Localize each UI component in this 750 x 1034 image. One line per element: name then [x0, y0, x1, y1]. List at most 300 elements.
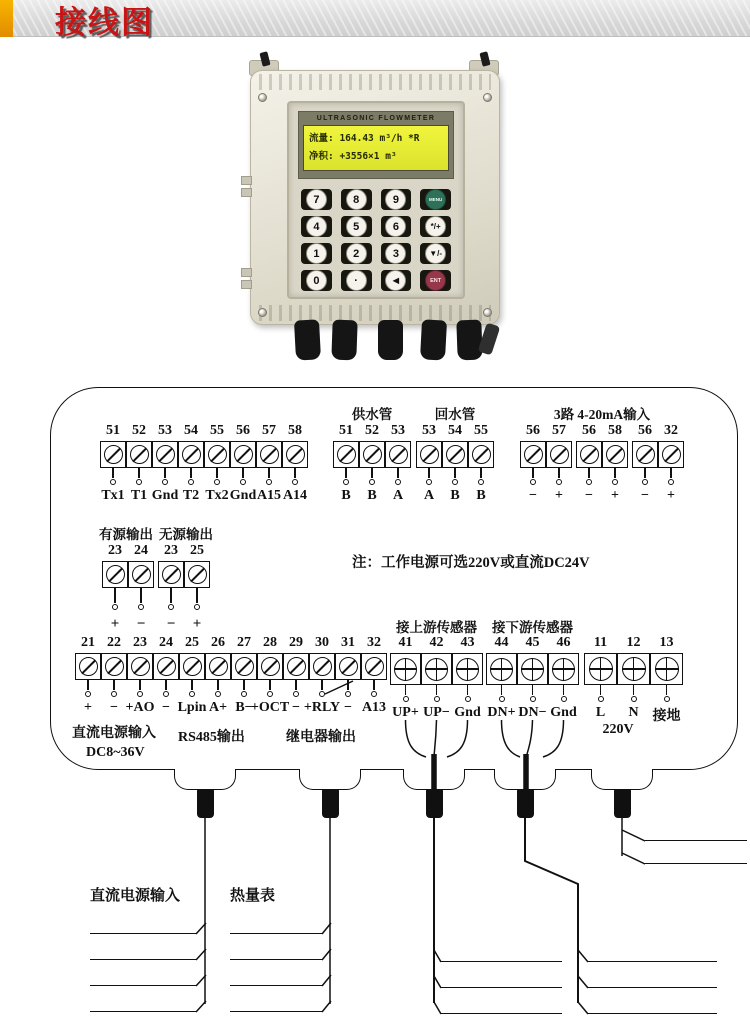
terminal [546, 423, 572, 505]
cable-gland [174, 769, 236, 790]
group-header-upstream: 接上游传感器 [396, 620, 477, 635]
side-hinge [241, 268, 252, 277]
terminal [632, 423, 658, 505]
terminal-label: A15 [256, 488, 282, 503]
wire-end-dot [530, 479, 536, 485]
terminal-label: − [110, 700, 118, 715]
wire-stub [454, 468, 456, 478]
terminal-box [520, 441, 546, 468]
terminal-number: 58 [608, 423, 622, 438]
terminal-label: 接地 [652, 709, 681, 724]
wire-stub [480, 468, 482, 478]
key-enter [420, 270, 451, 291]
wire-stub [644, 468, 646, 478]
cable-plug [614, 789, 631, 818]
wire-label [230, 908, 322, 934]
wire-end-dot [214, 479, 220, 485]
keypad-key [381, 216, 412, 237]
wire-stub [216, 468, 218, 478]
wire-stub [242, 468, 244, 478]
wire-stub [294, 468, 296, 478]
wire-stub [666, 685, 668, 695]
terminal-box [548, 653, 579, 685]
terminal [520, 423, 546, 505]
terminal-label: + [667, 488, 675, 503]
wire-end-dot [371, 691, 377, 697]
key-cap: 4 [306, 216, 327, 237]
cooling-ribs [259, 74, 491, 90]
wire-end-dot [136, 479, 142, 485]
terminal-box [204, 441, 230, 468]
terminal-number: 54 [448, 423, 462, 438]
wire-end-dot [668, 479, 674, 485]
screw-cross-icon [655, 657, 679, 681]
terminal [385, 423, 411, 505]
terminal-number: 57 [262, 423, 276, 438]
terminal-box [126, 441, 152, 468]
group-header-return: 回水管 [434, 407, 476, 422]
wire-stub [670, 468, 672, 478]
terminal-label: A [392, 488, 404, 503]
keypad-key [341, 243, 372, 264]
terminal-number: 53 [422, 423, 436, 438]
cable-gland-photo [331, 320, 357, 361]
label-column-dc [90, 884, 196, 1012]
terminal-number: 56 [526, 423, 540, 438]
screw-slot-icon [420, 445, 439, 464]
keypad-key [381, 243, 412, 264]
key-backspace [381, 270, 412, 291]
terminal-box [486, 653, 517, 685]
wire-end-dot [215, 691, 221, 697]
terminal [101, 635, 127, 717]
terminal-label: + [110, 616, 120, 632]
screw-slot-icon [286, 445, 305, 464]
terminal-group-220v [584, 635, 683, 722]
terminal-box [650, 653, 683, 685]
screw-slot-icon [234, 445, 253, 464]
terminal-box [152, 441, 178, 468]
terminal-number: 55 [474, 423, 488, 438]
terminal-label: UP+ [392, 705, 419, 720]
terminal-label: A14 [282, 488, 308, 503]
side-hinge [241, 188, 252, 197]
terminal-number: 58 [288, 423, 302, 438]
front-panel [287, 101, 465, 299]
display-panel [298, 111, 454, 179]
key-cap: 2 [346, 243, 367, 264]
terminal [282, 423, 308, 505]
wire-end-dot [110, 479, 116, 485]
wire-label [230, 986, 322, 1012]
wire-label [230, 934, 322, 960]
screw-icon [258, 93, 267, 102]
terminal-number: 55 [210, 423, 224, 438]
terminal [184, 543, 210, 633]
terminal-box [178, 441, 204, 468]
terminal-box [230, 441, 256, 468]
cable-gland-photo [378, 320, 403, 360]
key-cap: 6 [385, 216, 406, 237]
terminal-box [75, 653, 101, 680]
terminal [128, 543, 154, 633]
wire-stub [190, 468, 192, 478]
wire-end-dot [586, 479, 592, 485]
wire-end-dot [137, 691, 143, 697]
terminal [153, 635, 179, 717]
screw-icon [483, 308, 492, 317]
terminal-label: Gnd [151, 488, 179, 503]
keypad-key [341, 216, 372, 237]
wire-stub [371, 468, 373, 478]
terminal-number: 23 [108, 543, 122, 558]
screw-slot-icon [104, 445, 123, 464]
terminal-box [179, 653, 205, 680]
terminal-label: Tx1 [101, 488, 125, 503]
terminal-box [385, 441, 411, 468]
wire-stub [633, 685, 635, 695]
wire-stub [614, 468, 616, 478]
terminal [75, 635, 101, 717]
terminal-group-ma1 [520, 423, 572, 505]
wire-stub [114, 588, 116, 603]
terminal [250, 635, 290, 717]
screw-slot-icon [662, 445, 681, 464]
key-menu [420, 189, 451, 210]
terminal [421, 635, 452, 722]
terminal-number: 24 [134, 543, 148, 558]
wire-end-dot [112, 604, 118, 610]
wire-stub [268, 468, 270, 478]
wire-end-dot [111, 691, 117, 697]
wire-stub [269, 680, 271, 690]
screw-slot-icon [580, 445, 599, 464]
terminal-number: 44 [494, 635, 509, 650]
group-header-ma-input: 3路 4-20mA输入 [553, 407, 651, 422]
key-cap: ENT [425, 270, 446, 291]
terminal-number: 30 [315, 635, 329, 650]
terminal [584, 635, 617, 722]
key-cap: ▼/- [425, 243, 446, 264]
terminal [204, 423, 230, 505]
wire-end-dot [434, 696, 440, 702]
screw-cross-icon [394, 658, 417, 681]
terminal-box [205, 653, 231, 680]
wire-label [645, 818, 747, 841]
terminal-box [257, 653, 283, 680]
wire-stub [345, 468, 347, 478]
terminal-box [256, 441, 282, 468]
screw-slot-icon [235, 657, 254, 676]
keypad-key [341, 189, 372, 210]
screw-slot-icon [208, 445, 227, 464]
terminal-label: − [166, 616, 176, 632]
terminal-label: DN− [518, 705, 547, 720]
wire-end-dot [163, 691, 169, 697]
terminal-box [452, 653, 483, 685]
screw-cross-icon [589, 657, 613, 681]
group-header-passive-out: 无源输出 [159, 527, 213, 542]
cable-gland-photo [456, 320, 482, 361]
wire-label [90, 934, 196, 960]
terminal-box [517, 653, 548, 685]
wire-end-dot [85, 691, 91, 697]
terminal-label: +AO [125, 700, 155, 715]
terminal-number: 11 [593, 635, 608, 650]
terminal-number: 53 [158, 423, 172, 438]
terminal-group-return-pipe [416, 423, 494, 505]
page-title: 接线图 [55, 5, 154, 40]
terminal [152, 423, 178, 505]
terminal-number: 24 [159, 635, 173, 650]
wire-end-dot [395, 479, 401, 485]
terminal-label: +OCT [250, 700, 290, 715]
terminal-number: 12 [626, 635, 641, 650]
wire-end-dot [530, 696, 536, 702]
terminal-group-main [75, 635, 387, 717]
accent-bar [0, 0, 13, 37]
cable-gland [591, 769, 653, 790]
terminal-label: T2 [182, 488, 200, 503]
wire-label [588, 988, 717, 1014]
key-cap: · [346, 270, 367, 291]
terminal-box [158, 561, 184, 588]
terminal-box [576, 441, 602, 468]
wire-stub [87, 680, 89, 690]
terminal-number: 52 [132, 423, 146, 438]
terminal-number: 25 [185, 635, 199, 650]
terminal-label: A+ [208, 700, 228, 715]
terminal-group-active-output [102, 543, 154, 633]
wire-end-dot [240, 479, 246, 485]
terminal-number: 56 [236, 423, 250, 438]
cable-plug [322, 789, 339, 818]
terminal [158, 543, 184, 633]
terminal-label: − [529, 488, 537, 503]
terminal-number: 52 [365, 423, 379, 438]
terminal-label: Tx2 [205, 488, 229, 503]
keypad-key [301, 216, 332, 237]
terminal-number: 31 [341, 635, 355, 650]
key-cap: MENU [425, 189, 446, 210]
wire-stub [321, 680, 323, 690]
terminal-label: T1 [130, 488, 148, 503]
wire-end-dot [345, 691, 351, 697]
screw-slot-icon [636, 445, 655, 464]
terminal-number: 42 [429, 635, 444, 650]
wire-label [588, 962, 717, 988]
terminal-number: 51 [106, 423, 120, 438]
terminal [576, 423, 602, 505]
terminal-box [127, 653, 153, 680]
screw-slot-icon [105, 657, 124, 676]
terminal [100, 423, 126, 505]
terminal-number: 54 [184, 423, 198, 438]
wire-end-dot [292, 479, 298, 485]
wire-end-dot [426, 479, 432, 485]
side-hinge [241, 280, 252, 289]
screw-slot-icon [130, 445, 149, 464]
terminal [468, 423, 494, 505]
screw-slot-icon [156, 445, 175, 464]
terminal-group-ma2 [576, 423, 628, 505]
terminal-box [231, 653, 257, 680]
label-column-downstream [588, 936, 717, 1014]
terminal [303, 635, 341, 717]
terminal-box [546, 441, 572, 468]
wire-stub [170, 588, 172, 603]
terminal-number: 22 [107, 635, 121, 650]
terminal-number: 21 [81, 635, 95, 650]
terminal-number: 28 [263, 635, 277, 650]
terminal [359, 423, 385, 505]
terminal [361, 635, 387, 717]
wire-end-dot [241, 691, 247, 697]
terminal-box [584, 653, 617, 685]
terminal-label: − [344, 700, 352, 715]
label-column-upstream [441, 936, 562, 1014]
screw-cross-icon [552, 658, 575, 681]
terminal [230, 423, 256, 505]
screw-slot-icon [106, 565, 125, 584]
terminal-label: L [595, 705, 606, 720]
terminal-label: + [192, 616, 202, 632]
brand-label: ULTRASONIC FLOWMETER [316, 115, 436, 122]
terminal-label: − [292, 700, 300, 715]
terminal-box [184, 561, 210, 588]
lcd-display [303, 125, 449, 171]
wire-stub [428, 468, 430, 478]
wire-end-dot [642, 479, 648, 485]
wire-stub [588, 468, 590, 478]
terminal [127, 635, 153, 717]
wire-stub [347, 680, 349, 690]
screw-slot-icon [313, 657, 332, 676]
screw-cross-icon [425, 658, 448, 681]
terminal-group-ma3 [632, 423, 684, 505]
terminal [256, 423, 282, 505]
wire-stub [397, 468, 399, 478]
terminal-number: 26 [211, 635, 225, 650]
terminal-label: DN+ [487, 705, 516, 720]
screw-slot-icon [188, 565, 207, 584]
wire-stub [467, 685, 469, 695]
screw-slot-icon [261, 657, 280, 676]
terminal-number: 57 [552, 423, 566, 438]
screw-slot-icon [157, 657, 176, 676]
terminal-group-upstream-sensor [390, 635, 483, 722]
wire-end-dot [403, 696, 409, 702]
terminal-number: 56 [638, 423, 652, 438]
terminal-box [102, 561, 128, 588]
terminal-box [602, 441, 628, 468]
wire-label [588, 936, 717, 962]
key-cap: 0 [306, 270, 327, 291]
wire-stub [165, 680, 167, 690]
key-cap: 9 [385, 189, 406, 210]
wire-stub [373, 680, 375, 690]
terminal-label: A [423, 488, 435, 503]
terminal-label: − [641, 488, 649, 503]
terminal-number: 41 [398, 635, 413, 650]
cable-plug [426, 789, 443, 818]
terminal [335, 635, 361, 717]
terminal-number: 29 [289, 635, 303, 650]
screw-slot-icon [337, 445, 356, 464]
page-header [0, 0, 750, 40]
terminal [617, 635, 650, 722]
terminal-box [153, 653, 179, 680]
group-header-downstream: 接下游传感器 [492, 620, 573, 635]
terminal-box [128, 561, 154, 588]
label-column-220v [645, 818, 747, 864]
power-note: 注：工作电源可选220V或直流DC24V [352, 555, 590, 571]
terminal-label: Lpin [177, 700, 207, 715]
terminal-label: +RLY [303, 700, 341, 715]
screw-icon [483, 93, 492, 102]
key-cap: 3 [385, 243, 406, 264]
wire-stub [600, 685, 602, 695]
cable-gland [299, 769, 361, 790]
wire-end-dot [612, 479, 618, 485]
terminal [390, 635, 421, 722]
terminal [658, 423, 684, 505]
group-header-active-out: 有源输出 [99, 527, 153, 542]
terminal-label: − [162, 700, 170, 715]
terminal-number: 32 [664, 423, 678, 438]
terminal [126, 423, 152, 505]
key-cap: ◄ [385, 270, 406, 291]
terminal-box [101, 653, 127, 680]
wire-end-dot [188, 479, 194, 485]
terminal-group-comm [100, 423, 308, 505]
wire-stub [191, 680, 193, 690]
cable-gland-photo [420, 319, 447, 360]
terminal [205, 635, 231, 717]
lcd-line-flow: 流量: 164.43 m³/h *R [309, 133, 420, 144]
keypad-key [381, 189, 412, 210]
wire-stub [558, 468, 560, 478]
terminal-number: 46 [556, 635, 571, 650]
terminal [548, 635, 579, 722]
cooling-ribs [259, 305, 491, 321]
terminal-number: 53 [391, 423, 405, 438]
terminal-number: 23 [164, 543, 178, 558]
wire-stub [295, 680, 297, 690]
terminal-box [333, 441, 359, 468]
terminal-label: Gnd [550, 705, 577, 720]
terminal-box [632, 441, 658, 468]
wire-label [441, 962, 562, 988]
terminal-group-passive-output [158, 543, 210, 633]
wire-end-dot [138, 604, 144, 610]
wire-end-dot [266, 479, 272, 485]
terminal-label: + [611, 488, 619, 503]
terminal [416, 423, 442, 505]
wire-end-dot [465, 696, 471, 702]
screw-slot-icon [446, 445, 465, 464]
wire-stub [196, 588, 198, 603]
terminal-label: + [555, 488, 563, 503]
keypad-key [301, 243, 332, 264]
screw-slot-icon [550, 445, 569, 464]
cable-plug [517, 789, 534, 818]
terminal-number: 56 [582, 423, 596, 438]
screw-slot-icon [131, 657, 150, 676]
screw-slot-icon [182, 445, 201, 464]
terminal [517, 635, 548, 722]
wire-label [230, 960, 322, 986]
